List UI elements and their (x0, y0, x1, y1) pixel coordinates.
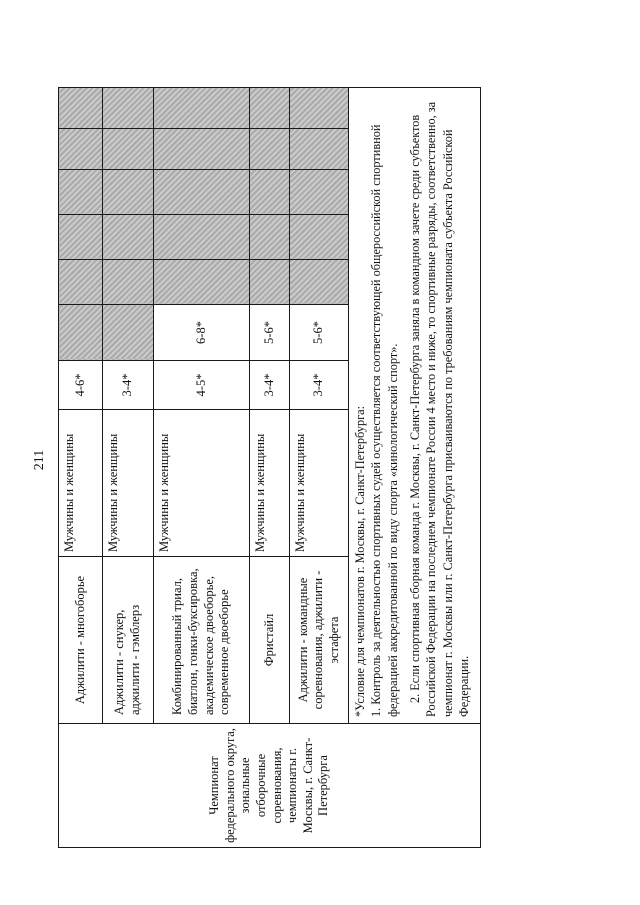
rank-cell: 4-6* (59, 361, 103, 410)
group-cell: Мужчины и женщины (59, 410, 103, 557)
shaded-cell (59, 215, 103, 260)
shaded-cell (250, 215, 290, 260)
shaded-cell (59, 170, 103, 215)
notes-title: *Условие для чемпионатов г. Москвы, г. Санкт-Петербурга: (353, 405, 367, 717)
shaded-cell (290, 88, 349, 129)
group-cell: Мужчины и женщины (250, 410, 290, 557)
shaded-cell (103, 305, 154, 361)
shaded-cell (59, 305, 103, 361)
shaded-cell (250, 88, 290, 129)
rotated-table-container (58, 88, 481, 848)
notes-item-2: 2. Если спортивная сборная команда г. Москвы, г. Санкт-Петербурга заняла в командном зачете среди субъектов Российской Федерации на последнем чемпионате России 4 место и ниже, то спортивные разряды, соответственно, за чемпионат г. Москвы или г. Санкт-Петербурга присваиваются по требованиям чемпионата субъекта Российской Федерации. (408, 101, 472, 717)
discipline-cell: Аджилити - снукер, аджилити - гэмблерз (103, 557, 154, 724)
rank-cell: 3-4* (103, 361, 154, 410)
shaded-cell (103, 170, 154, 215)
discipline-cell: Аджилити - командные соревнования, аджилити - эстафета (290, 557, 349, 724)
shaded-cell (290, 170, 349, 215)
discipline-cell: Фристайл (250, 557, 290, 724)
shaded-cell (290, 260, 349, 305)
shaded-cell (290, 215, 349, 260)
shaded-cell (103, 260, 154, 305)
group-cell: Мужчины и женщины (154, 410, 250, 557)
rank-cell: 4-5* (154, 361, 250, 410)
table-row (59, 88, 103, 848)
shaded-cell (59, 88, 103, 129)
group-cell: Мужчины и женщины (103, 410, 154, 557)
shaded-cell (59, 129, 103, 170)
shaded-cell (250, 260, 290, 305)
rank-cell: 6-8* (154, 305, 250, 361)
notes-item-1: 1. Контроль за деятельностью спортивных судей осуществляется соответствующей общероссийской спортивной федерацией аккредитованной по виду спорта «кинологический спорт». (369, 124, 400, 717)
shaded-cell (103, 88, 154, 129)
rank-cell: 3-4* (290, 361, 349, 410)
shaded-cell (154, 260, 250, 305)
shaded-cell (103, 215, 154, 260)
rank-cell: 5-6* (250, 305, 290, 361)
shaded-cell (103, 129, 154, 170)
sports-ranks-table (58, 87, 481, 848)
shaded-cell (59, 260, 103, 305)
group-cell: Мужчины и женщины (290, 410, 349, 557)
shaded-cell (154, 88, 250, 129)
shaded-cell (250, 129, 290, 170)
rank-cell: 3-4* (250, 361, 290, 410)
page-number: 211 (32, 449, 47, 471)
discipline-cell: Комбинированный триал, биатлон, гонки-буксировка, академическое двоеборье, современное двоеборье (154, 557, 250, 724)
notes-cell (349, 88, 481, 724)
shaded-cell (154, 129, 250, 170)
category-cell: Чемпионат федерального округа, зональные отборочные соревнования, чемпионаты г. Москвы, г. Санкт-Петербурга (59, 724, 481, 848)
shaded-cell (290, 129, 349, 170)
shaded-cell (250, 170, 290, 215)
shaded-cell (154, 215, 250, 260)
rank-cell: 5-6* (290, 305, 349, 361)
discipline-cell: Аджилити - многоборье (59, 557, 103, 724)
shaded-cell (154, 170, 250, 215)
